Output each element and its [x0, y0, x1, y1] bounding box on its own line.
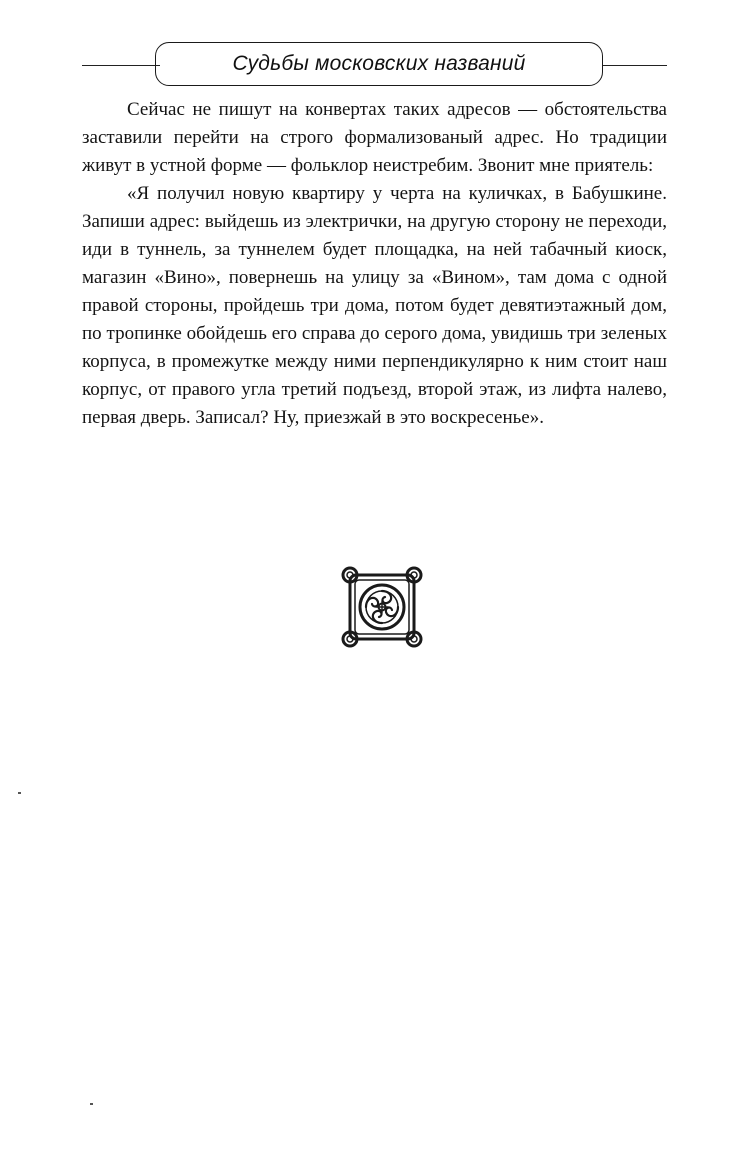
main-text	[82, 96, 667, 432]
celtic-knot-ornament-icon	[340, 565, 424, 649]
running-head-title: Судьбы московских названий	[232, 52, 526, 75]
header-rule-right	[603, 65, 667, 66]
scan-speck	[18, 792, 21, 794]
paragraph-2: «Я получил новую квартиру у черта на куличках, в Бабушкине. Запиши адрес: выйдешь из электрички, на другую сторону не переходи, иди в туннель, за туннелем будет площадка, на ней табачный киоск, магазин «Вино», повернешь на улицу за «Вином», там дома с одной правой стороны, пройдешь три дома, потом будет девятиэтажный дом, по тропинке обойдешь его справа до серого дома, увидишь три зеленых корпуса, в промежутке между ними перпендикулярно к ним стоит наш корпус, от правого угла третий подъезд, второй этаж, из лифта налево, первая дверь. Записал? Ну, приезжай в это воскресенье».	[82, 183, 667, 428]
header-frame	[155, 42, 603, 86]
header-rule-left	[82, 65, 160, 66]
paragraph-1: Сейчас не пишут на конвертах таких адресов — обстоятельства заставили перейти на строго формализованый адрес. Но традиции живут в устной форме — фольклор неистребим. Звонит мне приятель:	[82, 99, 667, 176]
scan-speck	[90, 1103, 93, 1105]
running-header	[0, 0, 735, 100]
